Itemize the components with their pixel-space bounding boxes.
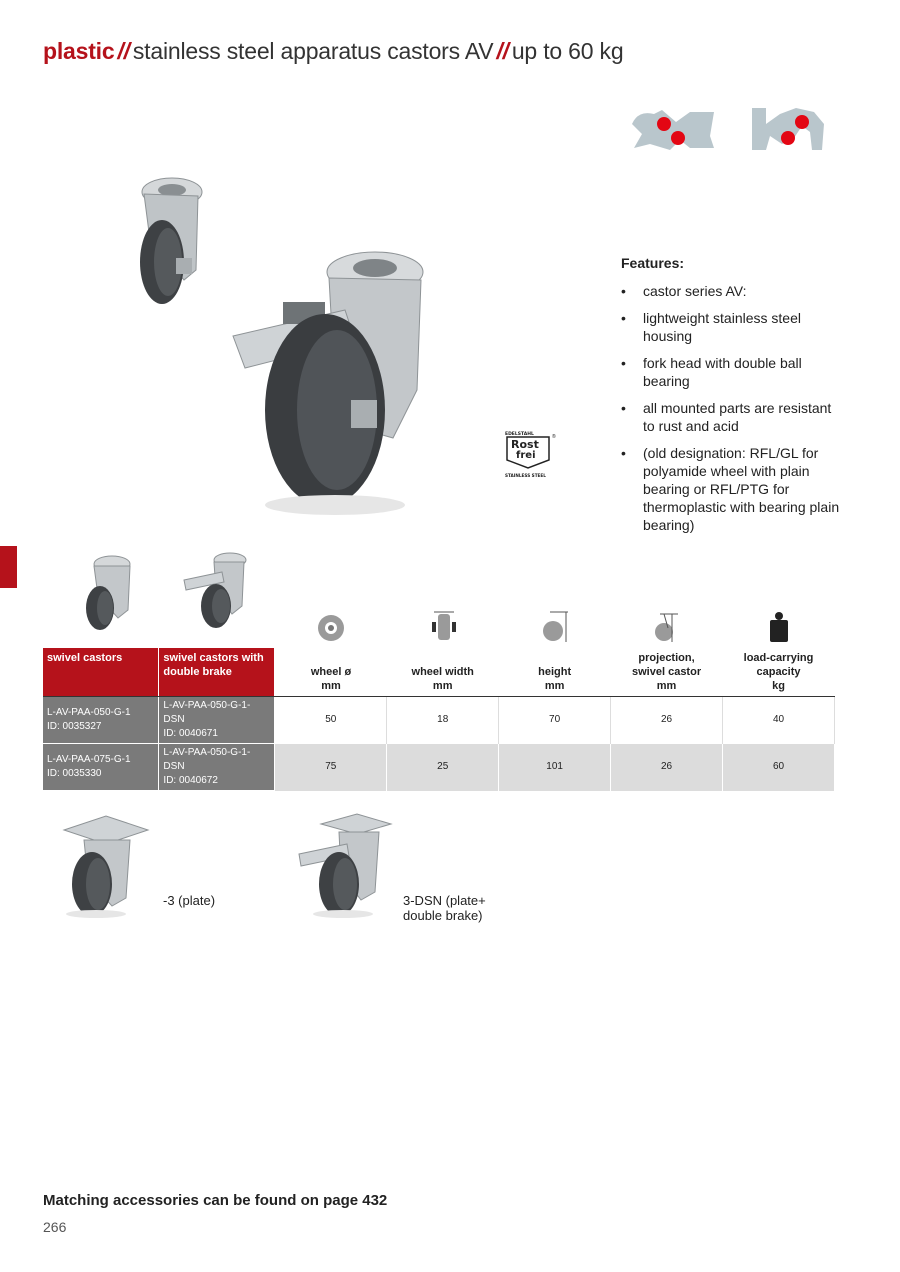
feature-item: • castor series AV:: [621, 282, 846, 300]
height-cell: 70: [499, 697, 611, 744]
feature-item: • all mounted parts are resistant to rust and acid: [621, 399, 846, 435]
rost-frei-logo: [503, 430, 557, 480]
wheel-width-cell: 18: [387, 697, 499, 744]
header-swivel-castors-brake: swivel castors with double brake: [159, 648, 275, 697]
title-material: plastic: [43, 38, 115, 64]
accessories-note: Matching accessories can be found on page 432: [43, 1192, 388, 1209]
header-wheel-diameter: wheel ø mm: [275, 648, 387, 697]
logo-top-text: EDELSTAHL: [505, 432, 534, 437]
wheel-diameter-cell: 50: [275, 697, 387, 744]
table-row: [43, 697, 835, 744]
height-cell: 101: [499, 744, 611, 791]
projection-cell: 26: [611, 697, 723, 744]
title-capacity: up to 60 kg: [511, 38, 624, 64]
features-list: [621, 282, 846, 534]
wheel-width-cell: 25: [387, 744, 499, 791]
projection-cell: 26: [611, 744, 723, 791]
plate-brake-caption: 3-DSN (plate+ double brake): [403, 893, 486, 923]
table-row: [43, 744, 835, 791]
header-wheel-width: wheel width mm: [387, 648, 499, 697]
logo-line2: frei: [516, 450, 536, 461]
load-capacity-cell: 60: [723, 744, 835, 791]
load-weight-icon: [766, 610, 792, 644]
plate-castor-image: [58, 810, 154, 920]
plate-brake-castor-image: [295, 810, 395, 920]
swivel-castor-brake-image: [225, 250, 440, 520]
feature-item: • (old designation: RFL/GL for polyamide wheel with plain bearing or RFL/PTG for thermoplastic with bearing plain bearing): [621, 444, 846, 534]
wheel-diameter-icon: [316, 613, 346, 643]
title-separator: //: [117, 38, 130, 64]
logo-registered-mark: ®: [552, 434, 556, 440]
swivel-castor-thumbnail: [72, 552, 138, 632]
article-code-cell: L-AV-PAA-050-G-1 ID: 0035327: [43, 697, 159, 744]
header-height: height mm: [499, 648, 611, 697]
logo-bottom-text: STAINLESS STEEL: [505, 473, 546, 478]
header-load-capacity: load-carrying capacity kg: [723, 648, 835, 697]
fixed-application-icon: [748, 104, 828, 156]
feature-item: • lightweight stainless steel housing: [621, 309, 846, 345]
projection-icon: [652, 610, 682, 644]
swivel-castor-image: [120, 170, 220, 310]
article-code-cell: L-AV-PAA-075-G-1 ID: 0035330: [43, 744, 159, 791]
header-projection: projection, swivel castor mm: [611, 648, 723, 697]
header-swivel-castors: swivel castors: [43, 648, 159, 697]
logo-line1: Rost: [511, 438, 539, 451]
specification-table: [43, 648, 835, 791]
page-title: [43, 38, 623, 65]
load-capacity-cell: 40: [723, 697, 835, 744]
chapter-tab: [0, 546, 17, 588]
article-code-brake-cell: L-AV-PAA-050-G-1-DSN ID: 0040672: [159, 744, 275, 791]
title-separator: //: [496, 38, 509, 64]
wheel-width-icon: [430, 610, 458, 644]
features-panel: [621, 254, 846, 543]
feature-item: • fork head with double ball bearing: [621, 354, 846, 390]
article-code-brake-cell: L-AV-PAA-050-G-1-DSN ID: 0040671: [159, 697, 275, 744]
title-product: stainless steel apparatus castors AV: [132, 38, 494, 64]
table-header-row: [43, 648, 835, 697]
height-icon: [540, 610, 570, 644]
swivel-application-icon: [628, 104, 720, 156]
wheel-diameter-cell: 75: [275, 744, 387, 791]
plate-caption: -3 (plate): [163, 893, 216, 908]
page-number: 266: [43, 1219, 67, 1235]
features-heading: Features:: [621, 255, 685, 271]
swivel-castor-brake-thumbnail: [180, 550, 250, 632]
